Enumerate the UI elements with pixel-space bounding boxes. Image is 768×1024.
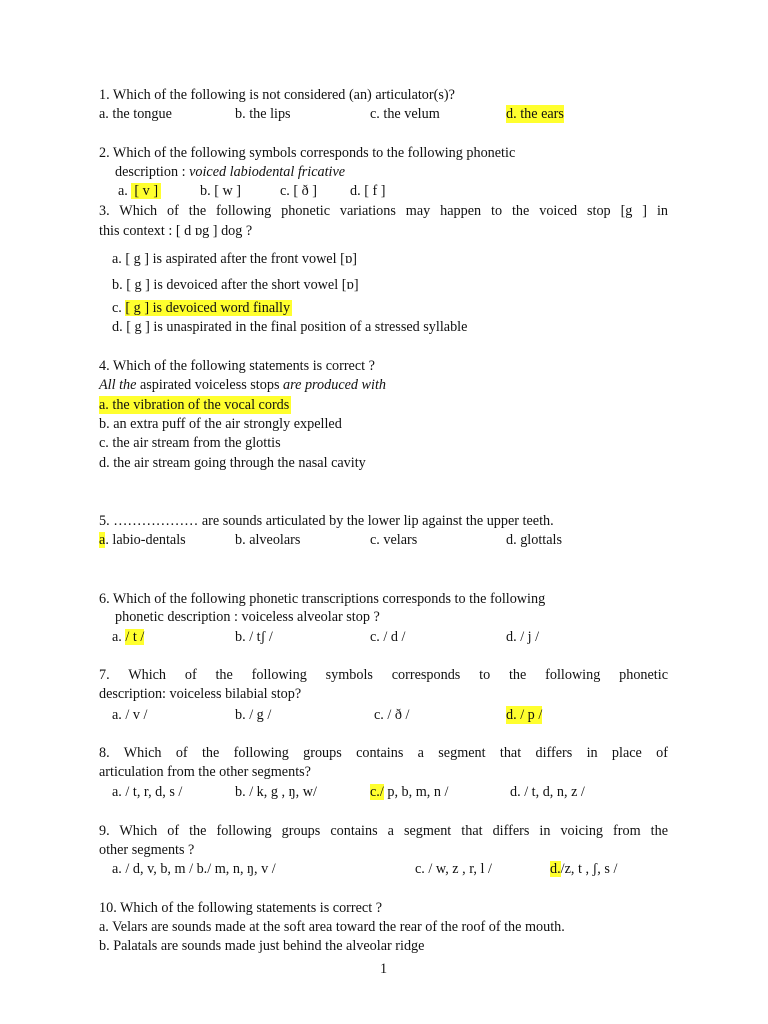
q8-option-c-text: p, b, m, n /	[383, 784, 449, 800]
q5-stem: 5. ……………… are sounds articulated by the lower lip against the upper teeth.	[99, 513, 554, 529]
q3-option-c-answer: [ g ] is devoiced word finally	[125, 300, 291, 316]
q9-option-d	[550, 860, 617, 878]
q1-option-c: c. the velum	[370, 106, 440, 122]
q8-option-c	[370, 783, 448, 801]
q2-option-a	[118, 182, 161, 200]
q4-option-d: d. the air stream going through the nasal cavity	[99, 455, 366, 471]
q4-option-b: b. an extra puff of the air strongly expelled	[99, 416, 342, 432]
q2-option-a-letter: a.	[118, 183, 128, 199]
q3-stem-line2: this context : [ d ɒg ] dog ?	[99, 223, 253, 239]
q2-description-label: description :	[115, 164, 190, 180]
q5-option-a	[99, 531, 186, 549]
q6-stem-line1: 6. Which of the following phonetic transcriptions corresponds to the following	[99, 591, 546, 607]
q3-option-c	[112, 299, 292, 317]
q5-option-d: d. glottals	[506, 532, 562, 548]
q2-option-b: b. [ w ]	[200, 183, 241, 199]
q7-option-a: a. / v /	[112, 707, 148, 723]
q1-option-b: b. the lips	[235, 106, 291, 122]
q3-option-d: d. [ g ] is unaspirated in the final position of a stressed syllable	[112, 319, 468, 335]
q2-option-a-answer: [ v ]	[131, 183, 161, 199]
q1-option-a: a. the tongue	[99, 106, 172, 122]
q8-stem-line2: articulation from the other segments?	[99, 764, 311, 780]
q1-option-d-answer: d. the ears	[506, 106, 564, 122]
q3-option-b: b. [ g ] is devoiced after the short vowel [ɒ]	[112, 277, 359, 293]
q6-option-b: b. / tʃ /	[235, 629, 273, 645]
q8-stem-line1: 8. Which of the following groups contains a segment that differs in place of	[99, 745, 668, 761]
q8-option-b: b. / k, g , ŋ, w/	[235, 784, 317, 800]
q2-stem: 2. Which of the following symbols corresponds to the following phonetic	[99, 145, 516, 161]
q2-description	[115, 163, 345, 181]
q5-option-b: b. alveolars	[235, 532, 301, 548]
q8-option-a: a. / t, r, d, s /	[112, 784, 183, 800]
q7-option-d-answer: d. / p /	[506, 707, 543, 723]
q9-option-d-text: /z, t , ʃ, s /	[560, 861, 618, 877]
q7-stem-line1: 7. Which of the following symbols corresponds to the following phonetic	[99, 667, 668, 683]
q9-option-d-answer: d.	[550, 861, 561, 877]
q9-stem-line1: 9. Which of the following groups contains a segment that differs in voicing from the	[99, 823, 668, 839]
q1-stem: 1. Which of the following is not considered (an) articulator(s)?	[99, 87, 455, 103]
q9-option-c: c. / w, z , r, l /	[415, 861, 492, 877]
q7-stem-line2: description: voiceless bilabial stop?	[99, 686, 302, 702]
q4-stem-italic-1: All the	[99, 377, 140, 393]
q5-option-c: c. velars	[370, 532, 418, 548]
q6-option-a-letter: a.	[112, 629, 122, 645]
q6-stem-line2: phonetic description : voiceless alveolar stop ?	[115, 609, 380, 625]
q3-option-a: a. [ g ] is aspirated after the front vowel [ɒ]	[112, 251, 357, 267]
q3-stem-line1: 3. Which of the following phonetic variations may happen to the voiced stop [g ] in	[99, 203, 668, 219]
q7-option-b: b. / g /	[235, 707, 272, 723]
q10-option-b: b. Palatals are sounds made just behind the alveolar ridge	[99, 938, 425, 954]
q10-option-a: a. Velars are sounds made at the soft area toward the rear of the roof of the mouth.	[99, 919, 565, 935]
q6-option-a	[112, 628, 144, 646]
q8-option-c-answer: c./	[370, 784, 384, 800]
q6-option-d: d. / j /	[506, 629, 540, 645]
q10-stem: 10. Which of the following statements is correct ?	[99, 900, 383, 916]
q6-option-c: c. / d /	[370, 629, 406, 645]
q9-stem-line2: other segments ?	[99, 842, 195, 858]
q6-option-a-answer: / t /	[125, 629, 145, 645]
q4-stem-italic-2: are produced with	[283, 377, 386, 393]
q4-stem: 4. Which of the following statements is correct ?	[99, 358, 375, 374]
q4-stem-middle: aspirated voiceless stops	[139, 377, 284, 393]
q7-option-c: c. / ð /	[374, 707, 410, 723]
q2-option-c: c. [ ð ]	[280, 183, 318, 199]
q9-options-a-b: a. / d, v, b, m / b./ m, n, ŋ, v /	[112, 861, 276, 877]
q8-option-d: d. / t, d, n, z /	[510, 784, 585, 800]
q2-option-d: d. [ f ]	[350, 183, 386, 199]
q4-option-c: c. the air stream from the glottis	[99, 435, 281, 451]
q3-option-c-letter: c.	[112, 300, 122, 316]
q2-description-text: voiced labiodental fricative	[189, 164, 346, 180]
q5-option-a-text: . labio-dentals	[105, 532, 186, 548]
q5-option-a-answer-letter: a	[99, 532, 106, 548]
q4-stem-line2	[99, 376, 386, 394]
page-number: 1	[380, 961, 388, 977]
q4-option-a-answer: a. the vibration of the vocal cords	[99, 397, 290, 413]
